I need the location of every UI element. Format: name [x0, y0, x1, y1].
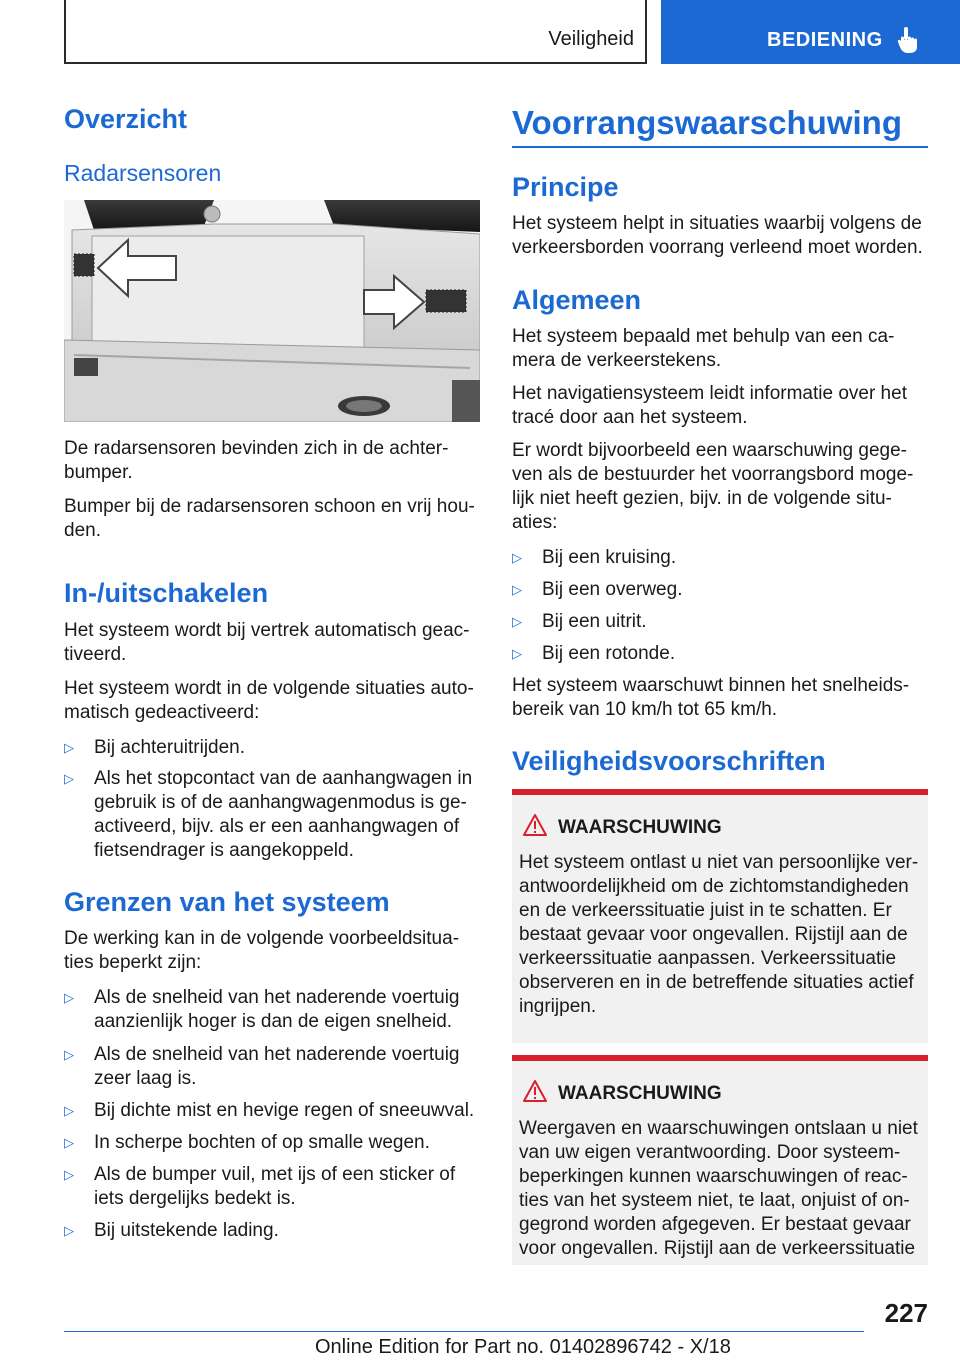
general-text-3d: aties: [512, 512, 558, 533]
principle-text-a: Het systeem helpt in situaties waarbij volgens de [512, 213, 922, 234]
onoff-text-2b: matisch gedeactiveerd: [64, 702, 260, 723]
heading-principe: Principe [512, 172, 619, 202]
header-tab-bediening[interactable] [661, 0, 960, 64]
bullet-triangle-icon: ▷ [64, 1047, 74, 1062]
general-text-3b: ven als de bestuurder het voorrangsbord moge- [512, 464, 914, 485]
footer-rule [64, 1331, 864, 1332]
header-section-title: Veiligheid [548, 28, 634, 50]
limits-text-1b: ties beperkt zijn: [64, 952, 202, 973]
section-title-voorrangswaarschuwing: Voorrangswaarschuwing [512, 104, 902, 141]
speed-text-b: bereik van 10 km/h tot 65 km/h. [512, 699, 778, 720]
warning-triangle-icon [522, 1079, 548, 1103]
principle-text-b: verkeersborden voorrang verleend moet worden. [512, 237, 923, 258]
header-tab-label: BEDIENING [767, 29, 883, 51]
bullet-triangle-icon: ▷ [64, 1167, 74, 1182]
bullet-triangle-icon: ▷ [512, 646, 522, 661]
warning-text-line: verkeerssituatie aanpassen. Verkeerssituatie [519, 948, 897, 969]
bullet-triangle-icon: ▷ [64, 771, 74, 786]
bullet-triangle-icon: ▷ [512, 614, 522, 629]
list-item: ▷ Als de snelheid van het naderende voertuig aanzienlijk hoger is dan de eigen snelheid. [64, 987, 460, 1032]
list-item: ▷ Als het stopcontact van de aanhangwagen in gebruik is of de aanhangwagenmodus is ge- activeerd, bijv. als er een aanhangwagen of fietsendrager is aangekoppeld. [64, 768, 473, 861]
warning-title: WAARSCHUWING [558, 1083, 722, 1104]
heading-veiligheidsvoorschriften: Veiligheidsvoorschriften [512, 746, 826, 776]
warning-box [512, 795, 928, 1043]
warning-triangle-icon [522, 813, 548, 837]
bullet-triangle-icon: ▷ [512, 582, 522, 597]
warning-text-line: van uw eigen verantwoording. Door systeem- [519, 1142, 901, 1163]
general-text-3c: lijk niet heeft gezien, bijv. in de volgende situ- [512, 488, 892, 509]
warning-text-line: Weergaven en waarschuwingen ontslaan u niet [519, 1118, 918, 1139]
limits-text-1a: De werking kan in de volgende voorbeeldsitua- [64, 928, 460, 949]
onoff-text-1a: Het systeem wordt bij vertrek automatisch geac- [64, 620, 470, 641]
list-item: ▷ Als de snelheid van het naderende voertuig zeer laag is. [64, 1044, 460, 1089]
warning-text-line: voor ongevallen. Rijstijl aan de verkeerssituatie [519, 1238, 916, 1259]
pointing-hand-icon [897, 26, 919, 54]
bullet-triangle-icon: ▷ [512, 550, 522, 565]
heading-in-uitschakelen: In-/uitschakelen [64, 578, 269, 608]
warning-box [512, 1061, 928, 1265]
heading-radarsensoren: Radarsensoren [64, 160, 222, 186]
bullet-triangle-icon: ▷ [64, 990, 74, 1005]
warning-title: WAARSCHUWING [558, 817, 722, 838]
warning-text-line: bestaat gevaar voor ongevallen. Rijstijl aan de [519, 924, 908, 945]
radar-text-2b: den. [64, 520, 101, 541]
radar-text-1b: bumper. [64, 462, 133, 483]
general-text-2b: tracé door aan het systeem. [512, 407, 748, 428]
warning-text-line: ingrijpen. [519, 996, 597, 1017]
warning-text-line: gegrond worden afgegeven. Er bestaat gevaar [519, 1214, 911, 1235]
title-rule [512, 146, 928, 148]
radar-sensor-illustration [64, 200, 480, 422]
warning-text-line: observeren en in de betreffende situaties actief [519, 972, 914, 993]
list-item: ▷ Als de bumper vuil, met ijs of een sticker of iets dergelijks bedekt is. [64, 1164, 456, 1209]
onoff-text-2a: Het systeem wordt in de volgende situaties auto- [64, 678, 474, 699]
bullet-triangle-icon: ▷ [64, 1223, 74, 1238]
warning-text-line: antwoordelijkheid om de zichtomstandigheden [519, 876, 909, 897]
radar-text-1a: De radarsensoren bevinden zich in de achter- [64, 438, 449, 459]
general-text-3a: Er wordt bijvoorbeeld een waarschuwing gege- [512, 440, 908, 461]
radar-text-2a: Bumper bij de radarsensoren schoon en vrij hou- [64, 496, 475, 517]
speed-text-a: Het systeem waarschuwt binnen het snelheids- [512, 675, 910, 696]
warning-text-line: en de verkeerssituatie juist in te schatten. Er [519, 900, 892, 921]
general-text-1a: Het systeem bepaald met behulp van een ca- [512, 326, 895, 347]
warning-text-line: beperkingen kunnen waarschuwingen of reac- [519, 1166, 908, 1187]
bullet-triangle-icon: ▷ [64, 740, 74, 755]
page-number: 227 [884, 1298, 928, 1328]
general-text-1b: mera de verkeerstekens. [512, 350, 722, 371]
edition-info: Online Edition for Part no. 01402896742 - X/18 [315, 1336, 731, 1358]
warning-text-line: Het systeem ontlast u niet van persoonlijke ver- [519, 852, 919, 873]
bullet-triangle-icon: ▷ [64, 1135, 74, 1150]
section-title-overzicht: Overzicht [64, 104, 188, 134]
bullet-triangle-icon: ▷ [64, 1103, 74, 1118]
heading-algemeen: Algemeen [512, 285, 642, 315]
onoff-text-1b: tiveerd. [64, 644, 127, 665]
general-text-2a: Het navigatiensysteem leidt informatie over het [512, 383, 907, 404]
warning-text-line: ties van het systeem niet, te laat, onjuist of on- [519, 1190, 910, 1211]
heading-grenzen: Grenzen van het systeem [64, 887, 390, 917]
